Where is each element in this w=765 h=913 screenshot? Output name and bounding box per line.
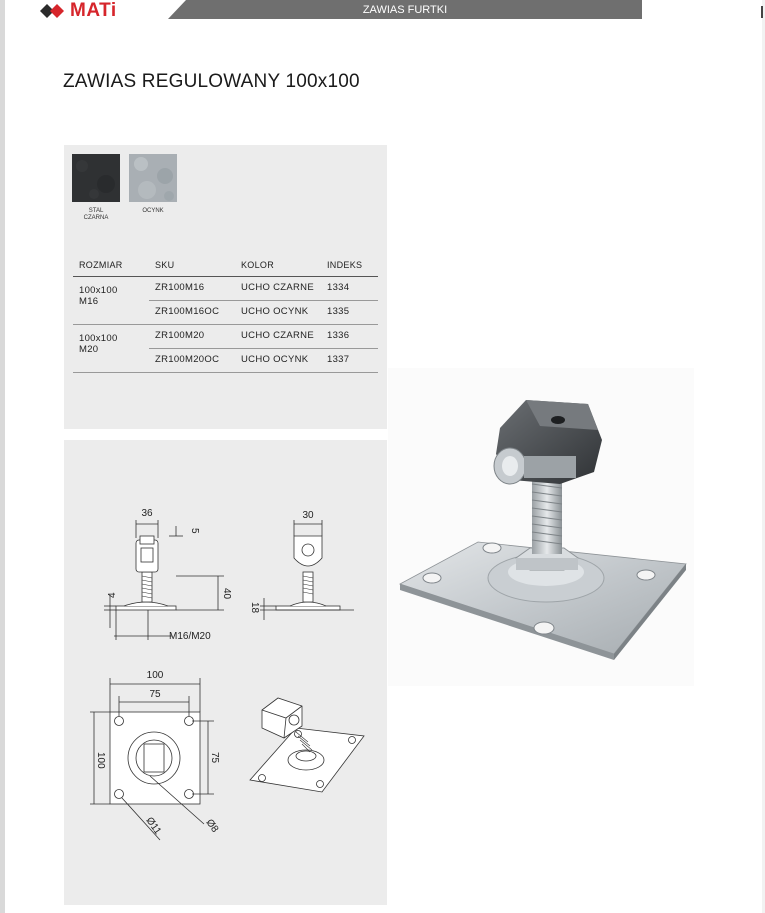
dim-plan-outer-height: 100: [95, 752, 106, 769]
dim-plan-outer-width: 100: [146, 670, 164, 681]
isometric-view-drawing: [250, 698, 364, 792]
page-left-edge: [0, 0, 5, 913]
index-cell: 1337: [321, 349, 378, 373]
finish-swatch-black: [72, 154, 120, 202]
front-view-drawing: [104, 520, 224, 640]
color-cell: UCHO OCYNK: [235, 349, 321, 373]
index-cell: 1334: [321, 277, 378, 301]
dim-plan-hole-large: Ø11: [143, 815, 163, 837]
index-cell: 1335: [321, 301, 378, 325]
sku-cell: ZR100M16OC: [149, 301, 235, 325]
color-cell: UCHO OCYNK: [235, 301, 321, 325]
column-header-size: ROZMIAR: [73, 258, 149, 277]
column-header-sku: SKU: [149, 258, 235, 277]
color-cell: UCHO CZARNE: [235, 325, 321, 349]
dim-front-top: 5: [189, 528, 200, 534]
sku-cell: ZR100M16: [149, 277, 235, 301]
side-view-drawing: [260, 520, 354, 620]
logo-diamond-icon: [40, 4, 66, 18]
brand-logo: [40, 0, 117, 22]
dim-side-plate: 18: [249, 602, 260, 614]
table-row: [73, 325, 378, 349]
next-page-mark: [761, 6, 763, 18]
dim-front-width: 36: [141, 508, 153, 519]
dim-front-height: 40: [221, 588, 232, 600]
dim-front-thread: M16/M20: [169, 631, 211, 642]
finish-label-black: STAL CZARNA: [83, 208, 109, 221]
dim-front-base: 4: [107, 592, 118, 598]
dim-side-width: 30: [302, 510, 314, 521]
size-cell: 100x100 M16: [73, 277, 149, 325]
table-row: [73, 277, 378, 301]
product-photo: [388, 368, 694, 686]
brand-name: MATi: [70, 0, 117, 21]
column-header-color: KOLOR: [235, 258, 321, 277]
dim-plan-hole-spacing-width: 75: [149, 689, 161, 700]
size-cell: 100x100 M20: [73, 325, 149, 373]
technical-drawings: [64, 440, 387, 905]
dim-plan-hole-spacing-height: 75: [209, 752, 220, 764]
color-cell: UCHO CZARNE: [235, 277, 321, 301]
index-cell: 1336: [321, 325, 378, 349]
product-table: [73, 258, 378, 373]
finish-label-zinc: OCYNK: [142, 208, 164, 214]
finish-swatch-zinc: [129, 154, 177, 202]
section-header-label: ZAWIAS FURTKI: [362, 4, 448, 16]
product-title: ZAWIAS REGULOWANY 100x100: [63, 71, 360, 92]
sku-cell: ZR100M20OC: [149, 349, 235, 373]
sku-cell: ZR100M20: [149, 325, 235, 349]
dim-plan-hole-small: Ø8: [203, 817, 221, 835]
column-header-index: INDEKS: [321, 258, 378, 277]
